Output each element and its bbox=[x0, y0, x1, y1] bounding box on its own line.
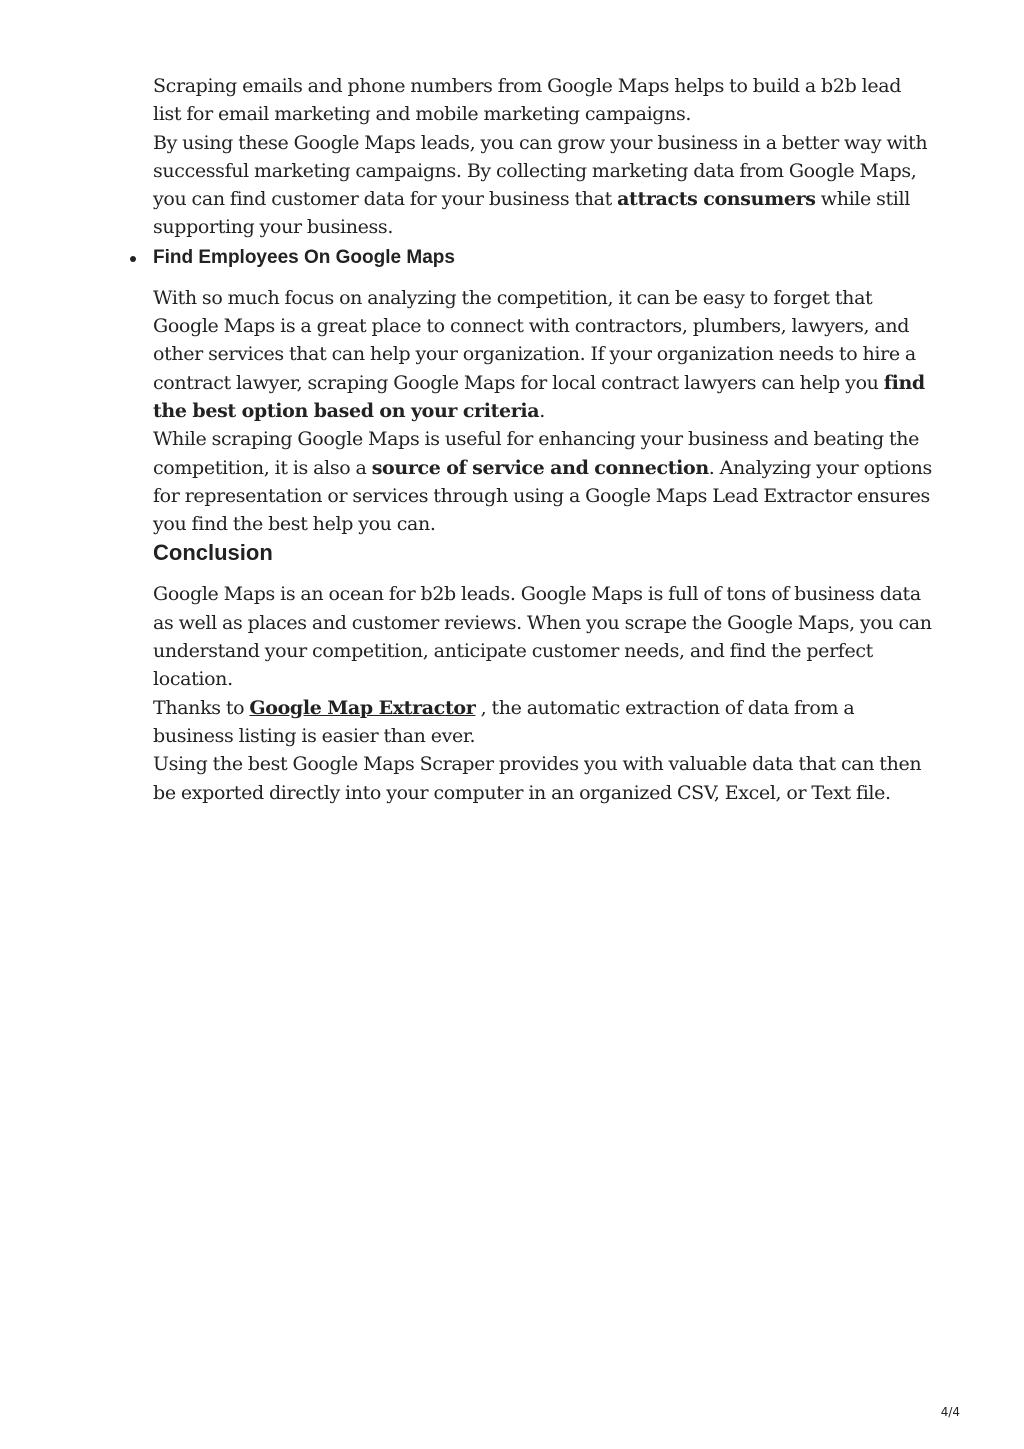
paragraph-service-connection bbox=[153, 425, 933, 538]
paragraph-connect-services bbox=[153, 284, 933, 425]
document-body bbox=[153, 72, 933, 807]
text-run: While scraping Google Maps is useful for enhancing your business and beating the competition, it is also a bbox=[153, 428, 920, 479]
paragraph-marketing-campaigns bbox=[153, 129, 933, 242]
bold-text: source of service and connection bbox=[371, 456, 709, 479]
bullet-heading-find-employees bbox=[153, 245, 933, 271]
page-number: 4/4 bbox=[940, 1405, 960, 1419]
text-run: With so much focus on analyzing the competition, it can be easy to forget that Google Maps is a great place to connect with contractors, plumbers, lawyers, and other services that can help your organization. If your organization needs to hire a contract lawyer, scraping Google Maps for local contract lawyers can help you bbox=[153, 286, 916, 394]
text-run: Thanks to bbox=[153, 696, 250, 719]
conclusion-heading: Conclusion bbox=[153, 540, 273, 566]
bullet-heading-text: Find Employees On Google Maps bbox=[153, 246, 455, 268]
text-run: . Analyzing your options for representation or services through using a Google Maps Lead Extractor ensures you find the best help you can. bbox=[153, 456, 932, 536]
paragraph-ocean-b2b: Google Maps is an ocean for b2b leads. Google Maps is full of tons of business data as well as places and customer reviews. When you scrape the Google Maps, you can understand your competition, anticipate customer needs, and find the perfect location. bbox=[153, 583, 932, 691]
paragraph-lead-list: Scraping emails and phone numbers from Google Maps helps to build a b2b lead list for email marketing and mobile marketing campaigns. bbox=[153, 75, 902, 126]
bullet-icon bbox=[130, 256, 136, 262]
paragraph-extractor-link bbox=[153, 694, 933, 751]
google-map-extractor-link[interactable]: Google Map Extractor bbox=[249, 696, 476, 719]
bold-text: find the best option based on your criteria bbox=[153, 371, 925, 422]
text-run: By using these Google Maps leads, you can grow your business in a better way with successful marketing campaigns. By collecting marketing data from Google Maps, you can find customer data for your business that bbox=[153, 131, 928, 211]
bold-text: attracts consumers bbox=[617, 188, 816, 211]
paragraph-export-data: Using the best Google Maps Scraper provides you with valuable data that can then be exported directly into your computer in an organized CSV, Excel, or Text file. bbox=[153, 753, 922, 804]
text-run: while still supporting your business. bbox=[153, 188, 910, 239]
text-run: , the automatic extraction of data from a business listing is easier than ever. bbox=[153, 696, 855, 747]
text-run: . bbox=[539, 399, 545, 422]
